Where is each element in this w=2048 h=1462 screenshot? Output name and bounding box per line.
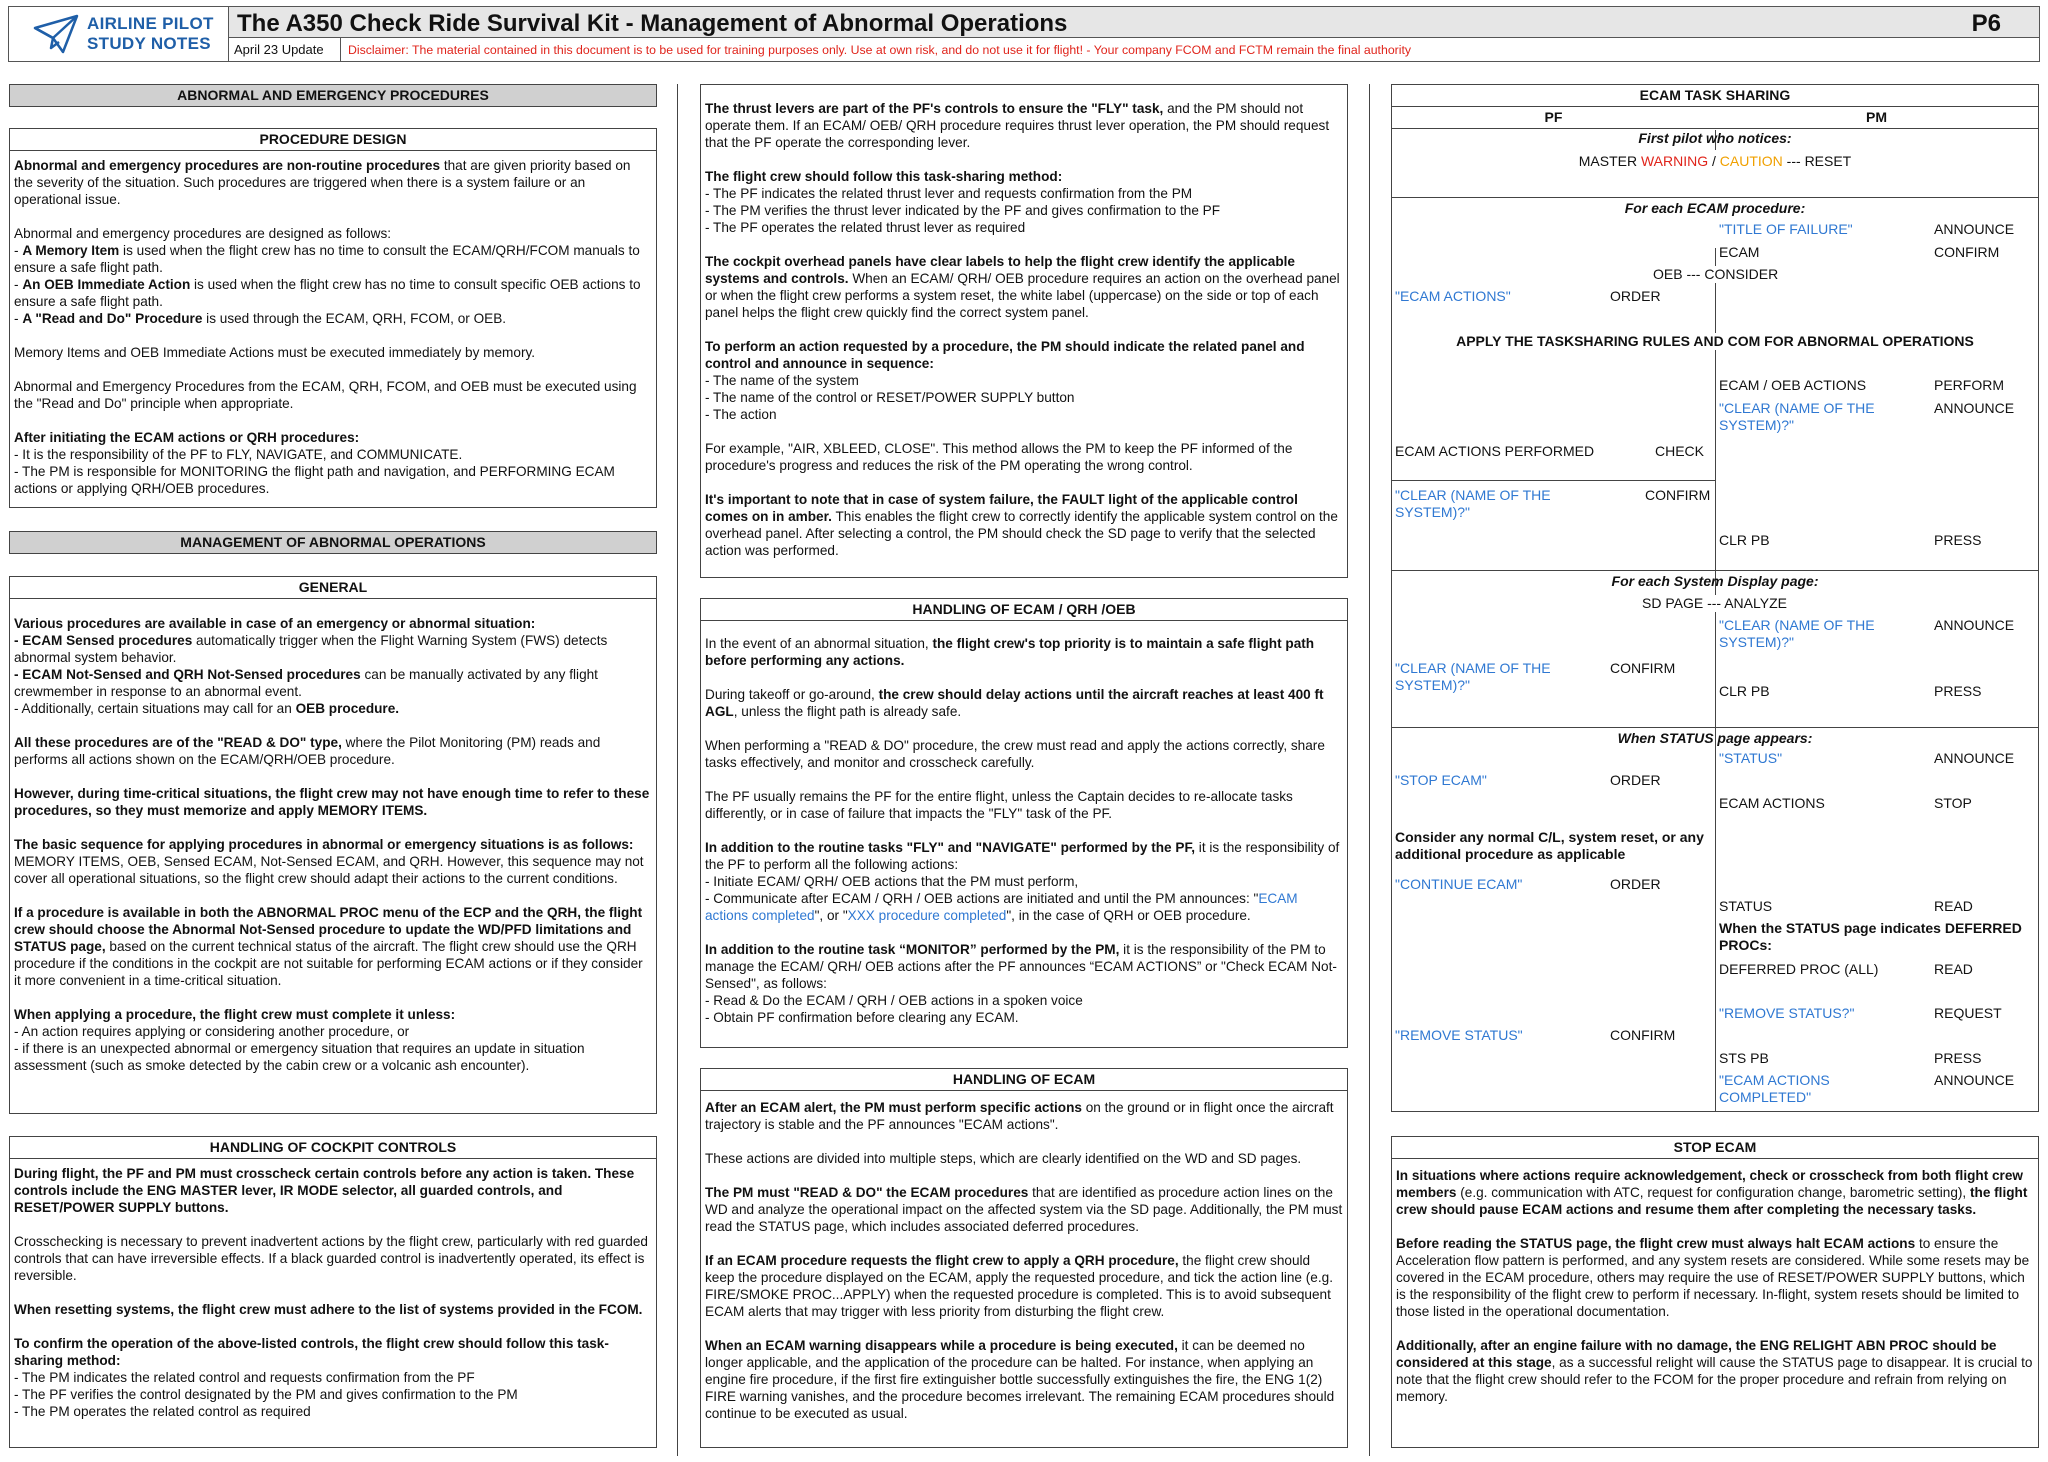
action-label: STOP <box>1934 795 1972 811</box>
when-deferred-label: When the STATUS page indicates DEFERRED PROCs: <box>1719 920 2022 953</box>
action-label: CONFIRM <box>1610 1027 1676 1043</box>
document-header <box>8 6 2040 62</box>
logo <box>9 7 229 61</box>
page-number: P6 <box>1971 10 2001 37</box>
item-label: DEFERRED PROC (ALL) <box>1719 961 1879 977</box>
status-callout: "STATUS" <box>1719 750 1783 766</box>
apply-rules-label: APPLY THE TASKSHARING RULES AND COM FOR ABNORMAL OPERATIONS <box>1392 333 2038 350</box>
pf-header: PF <box>1544 109 1563 125</box>
box-body: After an ECAM alert, the PM must perform specific actions on the ground or in flight once the aircraft trajectory is stable and the PF announces "ECAM actions". These actions are divided into multiple steps, which are clearly identified on the WD and SD pages. The PM must "READ & DO" the ECAM procedures that are identified as procedure action lines on the WD and analyze the operational impact on the affected system via the SD page. Additionally, the PM must read the STATUS page, which includes associated deferred procedures. If an ECAM procedure requests the flight crew to apply a QRH procedure, the flight crew should keep the procedure displayed on the ECAM, apply the requested procedure, and tick the action line (e.g. FIRE/SMOKE PROC...APPLY) when the requested procedure is completed. This is to avoid subsequent ECAM alerts that may trigger with less priority from disturbing the flight crew. When an ECAM warning disappears while a procedure is being executed, it can be deemed no longer applicable, and the application of the procedure can be halted. For instance, when applying an engine fire procedure, if the first fire extinguisher bottle successfully extinguishes the fire, the ENG 1(2) FIRE warning vanishes, and the procedure becomes irrelevant. The remaining ECAM procedures should continue to be executed as usual. <box>705 1100 1343 1421</box>
item-label: ECAM ACTIONS <box>1719 795 1825 811</box>
item-label: ECAM / OEB ACTIONS <box>1719 377 1867 393</box>
box-body: The thrust levers are part of the PF's controls to ensure the "FLY" task, and the PM should not operate them. If an ECAM/ OEB/ QRH procedure requires thrust lever operation, the PM should request that the PF operate the corresponding lever. The flight crew should follow this task-sharing method: - The PF indicates the related thrust lever and requests confirmation from the PM - The PM verifies the thrust lever indicated by the PF and gives confirmation to the PF - The PF operates the related thrust lever as required The cockpit overhead panels have clear labels to help the flight crew identify the applicable systems and controls. When an ECAM/ QRH/ OEB procedure requires an action on the overhead panel or when the flight crew performs a system reset, the white label (uppercase) on the side or top of each panel helps the flight crew quickly find the correct system panel. To perform an action requested by a procedure, the PM should indicate the related panel and control and announce in sequence: - The name of the system - The name of the control or RESET/POWER SUPPLY button - The action For example, "AIR, XBLEED, CLOSE". This method allows the PM to keep the PF informed of the procedure's progress and reduces the risk of the PM operating the wrong control. It's important to note that in case of system failure, the FAULT light of the applicable control comes on in amber. This enables the flight crew to correctly identify the applicable system control on the overhead panel. After selecting a control, the PM should check the SD page to verify that the selected action was performed. <box>705 101 1340 558</box>
paper-plane-icon <box>33 14 79 54</box>
item-label: ECAM <box>1719 244 1760 260</box>
clear-system-callout: "CLEAR (NAME OF THE SYSTEM)?" <box>1719 617 1875 650</box>
remove-status-callout: "REMOVE STATUS?" <box>1719 1005 1855 1021</box>
section-header-management: MANAGEMENT OF ABNORMAL OPERATIONS <box>9 531 657 554</box>
action-label: ANNOUNCE <box>1934 400 2015 416</box>
cockpit-controls-box <box>9 1136 657 1448</box>
when-status-label: When STATUS page appears: <box>1617 730 1813 746</box>
action-label: READ <box>1934 898 1973 914</box>
action-label: CONFIRM <box>1934 244 2000 260</box>
action-label: CHECK <box>1655 443 1705 459</box>
ecam-actions-callout: "ECAM ACTIONS" <box>1395 288 1511 304</box>
clear-system-callout: "CLEAR (NAME OF THE SYSTEM)?" <box>1719 400 1875 433</box>
clear-system-callout: "CLEAR (NAME OF THE SYSTEM)?" <box>1395 660 1551 693</box>
row-divider <box>1392 197 2038 198</box>
stop-ecam-box <box>1391 1136 2039 1448</box>
general-box <box>9 576 657 1114</box>
action-label: PRESS <box>1934 1050 1982 1066</box>
ecam-task-sharing-table <box>1391 84 2039 1112</box>
for-each-ecam-label: For each ECAM procedure: <box>1624 200 1806 216</box>
ecam-completed-callout: "ECAM ACTIONS COMPLETED" <box>1719 1072 1830 1105</box>
box-title: ECAM TASK SHARING <box>1392 85 2038 107</box>
section-header-abnormal: ABNORMAL AND EMERGENCY PROCEDURES <box>9 84 657 107</box>
pm-header: PM <box>1866 109 1887 125</box>
action-label: PERFORM <box>1934 377 2004 393</box>
action-label: PRESS <box>1934 532 1982 548</box>
task-table-body <box>1392 130 2038 1112</box>
box-body: During flight, the PF and PM must crosscheck certain controls before any action is taken. These controls include the ENG MASTER lever, IR MODE selector, all guarded controls, and RESET/POWER SUPPLY buttons. Crosschecking is necessary to prevent inadvertent actions by the flight crew, particularly with red guarded controls that can have irreversible effects. If a black guarded control is inadvertently operated, its effect is reversible. When resetting systems, the flight crew must adhere to the list of systems provided in the FCOM. To confirm the operation of the above-listed controls, the flight crew should follow this task-sharing method: - The PM indicates the related control and requests confirmation from the PF - The PF verifies the control designated by the PM and gives confirmation to the PM - The PM operates the related control as required <box>14 1166 648 1419</box>
oeb-consider: OEB --- CONSIDER <box>1650 266 1781 283</box>
title-bar <box>229 7 2039 38</box>
row-divider <box>1392 570 2038 571</box>
continue-ecam-callout: "CONTINUE ECAM" <box>1395 876 1523 892</box>
action-label: REQUEST <box>1934 1005 2002 1021</box>
action-label: ORDER <box>1610 772 1661 788</box>
column-divider <box>1715 248 1716 1112</box>
page-title: The A350 Check Ride Survival Kit - Management of Abnormal Operations <box>237 10 1068 37</box>
box-title: STOP ECAM <box>1392 1137 2038 1159</box>
first-notices-label: First pilot who notices: <box>1638 130 1792 146</box>
logo-line2: STUDY NOTES <box>87 34 211 53</box>
action-label: PRESS <box>1934 683 1982 699</box>
master-warning-caution-row: MASTER WARNING / CAUTION --- RESET <box>1578 153 1852 169</box>
stop-ecam-callout: "STOP ECAM" <box>1395 772 1487 788</box>
box-body: Abnormal and emergency procedures are non-routine procedures that are given priority based on the severity of the situation. Such procedures are triggered when there is a system failure or an operational issue. Abnormal and emergency procedures are designed as follows: - A Memory Item is used when the flight crew has no time to consult the ECAM/QRH/FCOM manuals to ensure a safe flight path. - An OEB Immediate Action is used when the flight crew has no time to consult specific OEB actions to ensure a safe flight path. - A "Read and Do" Procedure is used through the ECAM, QRH, FCOM, or OEB. Memory Items and OEB Immediate Actions must be executed immediately by memory. Abnormal and Emergency Procedures from the ECAM, QRH, FCOM, and OEB must be executed using the "Read and Do" principle when appropriate. After initiating the ECAM actions or QRH procedures: - It is the responsibility of the PF to FLY, NAVIGATE, and COMMUNICATE. - The PM is responsible for MONITORING the flight path and navigation, and PERFORMING ECAM actions or applying QRH/OEB procedures. <box>14 158 641 496</box>
action-label: ORDER <box>1610 876 1661 892</box>
update-label: April 23 Update <box>229 38 341 61</box>
item-label: STATUS <box>1719 898 1773 914</box>
item-label: CLR PB <box>1719 683 1770 699</box>
action-label: CONFIRM <box>1645 487 1711 503</box>
logo-line1: AIRLINE PILOT <box>87 14 214 33</box>
action-label: ANNOUNCE <box>1934 750 2015 766</box>
box-title: GENERAL <box>10 577 656 599</box>
row-divider <box>1392 480 1715 481</box>
action-label: ANNOUNCE <box>1934 617 2015 633</box>
column-divider <box>677 84 678 1456</box>
title-of-failure: "TITLE OF FAILURE" <box>1719 221 1853 237</box>
thrust-levers-box <box>700 84 1348 578</box>
action-label: READ <box>1934 961 1973 977</box>
procedure-design-box <box>9 128 657 508</box>
sd-analyze: SD PAGE --- ANALYZE <box>1639 595 1790 612</box>
clear-system-callout: "CLEAR (NAME OF THE SYSTEM)?" <box>1395 487 1551 520</box>
action-label: ANNOUNCE <box>1934 221 2015 237</box>
box-title: HANDLING OF ECAM / QRH /OEB <box>701 599 1347 621</box>
item-label: ECAM ACTIONS PERFORMED <box>1395 443 1595 459</box>
box-title: HANDLING OF ECAM <box>701 1069 1347 1091</box>
for-each-sd-label: For each System Display page: <box>1611 573 1819 589</box>
row-divider <box>1392 727 2038 728</box>
consider-checklist-note: Consider any normal C/L, system reset, or any additional procedure as applicable <box>1395 829 1704 862</box>
box-title: HANDLING OF COCKPIT CONTROLS <box>10 1137 656 1159</box>
box-title: PROCEDURE DESIGN <box>10 129 656 151</box>
ecam-qrh-oeb-box <box>700 598 1348 1048</box>
action-label: CONFIRM <box>1610 660 1676 676</box>
box-body: Various procedures are available in case of an emergency or abnormal situation: - ECAM Sensed procedures automatically trigger when the Flight Warning System (FWS) detects abnormal system behavior. - ECAM Not-Sensed and QRH Not-Sensed procedures can be manually activated by any flight crewmember in response to an abnormal event. - Additionally, certain situations may call for an OEB procedure. All these procedures are of the "READ & DO" type, where the Pilot Monitoring (PM) reads and performs all actions shown on the ECAM/QRH/OEB procedure. However, during time-critical situations, the flight crew may not have enough time to refer to these procedures, so they must memorize and apply MEMORY ITEMS. The basic sequence for applying procedures in abnormal or emergency situations is as follows: MEMORY ITEMS, OEB, Sensed ECAM, Not-Sensed ECAM, and QRH. However, this sequence may not cover all operational situations, so the flight crew should adapt their actions to the current conditions. If a procedure is available in both the ABNORMAL PROC menu of the ECP and the QRH, the flight crew should choose the Abnormal Not-Sensed procedure to update the WD/PFD limitations and STATUS page, based on the current technical status of the aircraft. The flight crew should use the QRH procedure if the conditions in the cockpit are not suitable for performing ECAM actions or if they consider it more convenient in a time-critical situation. When applying a procedure, the flight crew must complete it unless: - An action requires applying or considering another procedure, or - if there is an unexpected abnormal or emergency situation that requires an update in situation assessment (such as smoke detected by the cabin crew or a volcanic ash encounter). <box>14 616 650 1073</box>
disclaimer: Disclaimer: The material contained in this document is to be used for training purposes only. Use at own risk, and do not use it for flight! - Your company FCOM and FCTM remain the final authority <box>348 43 1412 57</box>
box-body: In situations where actions require acknowledgement, check or crosscheck from both flight crew members (e.g. communication with ATC, request for configuration change, barometric setting), the flight crew should pause ECAM actions and resume them after completing the necessary tasks. Before reading the STATUS page, the flight crew must always halt ECAM actions to ensure the Acceleration flow pattern is performed, and any system resets are considered. While some resets may be covered in the ECAM procedure, others may require the use of RESET/POWER SUPPLY buttons, which is the responsibility of the flight crew to perform if necessary. In-flight, system resets should be limited to those listed in the operational documentation. Additionally, after an engine failure with no damage, the ENG RELIGHT ABN PROC should be considered at this stage, as a successful relight will cause the STATUS page to disappear. It is crucial to note that the flight crew should refer to the FCOM for the proper procedure and refrain from relying on memory. <box>1396 1168 2033 1404</box>
column-headers <box>1392 107 2038 129</box>
action-label: ORDER <box>1610 288 1661 304</box>
remove-status-callout: "REMOVE STATUS" <box>1395 1027 1523 1043</box>
action-label: ANNOUNCE <box>1934 1072 2015 1088</box>
ecam-handling-box <box>700 1068 1348 1448</box>
item-label: STS PB <box>1719 1050 1769 1066</box>
column-divider <box>1369 84 1370 1456</box>
item-label: CLR PB <box>1719 532 1770 548</box>
box-body: In the event of an abnormal situation, the flight crew's top priority is to maintain a safe flight path before performing any actions. During takeoff or go-around, the crew should delay actions until the aircraft reaches at least 400 ft AGL, unless the flight path is already safe. When performing a "READ & DO" procedure, the crew must read and apply the actions correctly, share tasks effectively, and monitor and crosscheck carefully. The PF usually remains the PF for the entire flight, unless the Captain decides to re-allocate tasks differently, or in case of failure that impacts the "FLY" task of the PF. In addition to the routine tasks "FLY" and "NAVIGATE" performed by the PF, it is the responsibility of the PF to perform all the following actions: - Initiate ECAM/ QRH/ OEB actions that the PM must perform, - Communicate after ECAM / QRH / OEB actions are initiated and until the PM announces: "ECAM actions completed", or "XXX procedure completed", in the case of QRH or OEB procedure. In addition to the routine task “MONITOR” performed by the PM, it is the responsibility of the PM to manage the ECAM/ QRH/ OEB actions after the PF announces “ECAM ACTIONS” or "Check ECAM Not-Sensed", as follows: - Read & Do the ECAM / QRH / OEB actions in a spoken voice - Obtain PF confirmation before clearing any ECAM. <box>705 636 1340 1025</box>
